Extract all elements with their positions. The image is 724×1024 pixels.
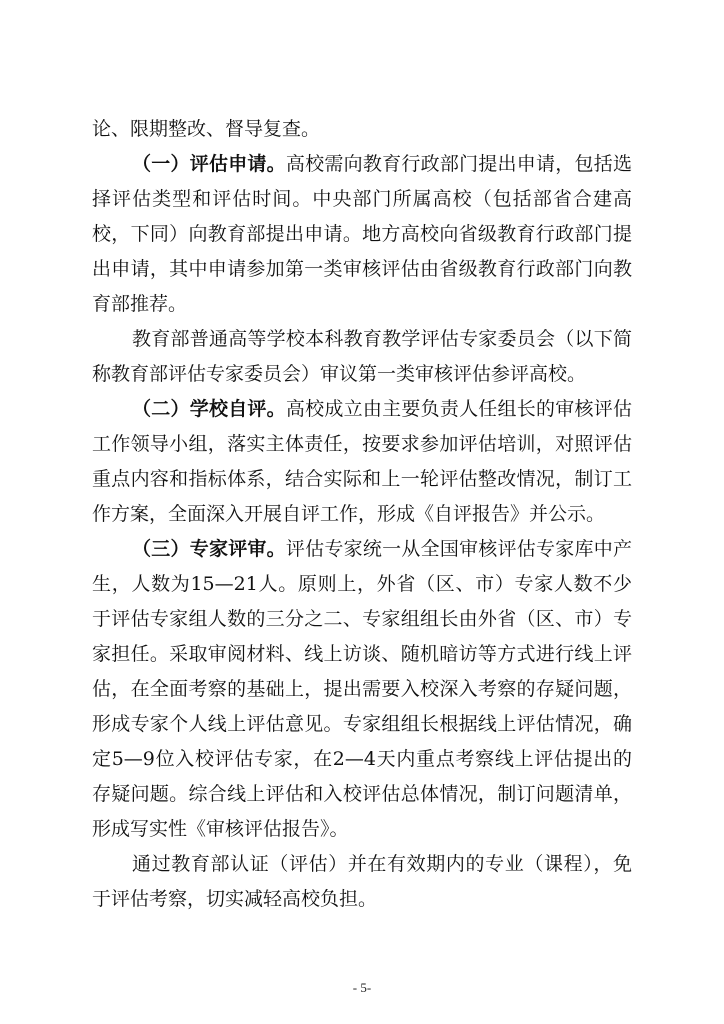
- section-heading-school-self-evaluation: （二）学校自评。: [132, 398, 286, 420]
- paragraph-evaluation-application: [92, 147, 632, 322]
- paragraph-text: 评估专家统一从全国审核评估专家库中产生，人数为15—21人。原则上，外省（区、市）专家人数不少于评估专家组人数的三分之二、专家组组长由外省（区、市）专家担任。采取审阅材料、线上访谈、随机暗访等方式进行线上评估，在全面考察的基础上，提出需要入校深入考察的存疑问题，形成专家个人线上评估意见。专家组组长根据线上评估情况，确定5—9位入校评估专家，在2—4天内重点考察线上评估提出的存疑问题。综合线上评估和入校评估总体情况，制订问题清单，形成写实性《审核评估报告》。: [92, 538, 632, 840]
- paragraph-continuation: [92, 112, 632, 147]
- paragraph-expert-committee: [92, 322, 632, 392]
- paragraph-text: 教育部普通高等学校本科教育教学评估专家委员会（以下简称教育部评估专家委员会）审议第一类审核评估参评高校。: [92, 328, 632, 385]
- document-body: [92, 112, 632, 917]
- paragraph-text: 高校需向教育行政部门提出申请，包括选择评估类型和评估时间。中央部门所属高校（包括部省合建高校，下同）向教育部提出申请。地方高校向省级教育行政部门提出申请，其中申请参加第一类审核评估由省级教育行政部门向教育部推荐。: [92, 153, 632, 315]
- section-heading-expert-review: （三）专家评审。: [132, 538, 286, 560]
- page-number: - 5-: [352, 980, 372, 995]
- paragraph-expert-review: [92, 532, 632, 847]
- paragraph-exemption: [92, 847, 632, 917]
- section-heading-evaluation-application: （一）评估申请。: [132, 153, 286, 175]
- paragraph-text: 高校成立由主要负责人任组长的审核评估工作领导小组，落实主体责任，按要求参加评估培训，对照评估重点内容和指标体系，结合实际和上一轮评估整改情况，制订工作方案，全面深入开展自评工作，形成《自评报告》并公示。: [92, 398, 632, 525]
- paragraph-text: 通过教育部认证（评估）并在有效期内的专业（课程），免于评估考察，切实减轻高校负担。: [92, 853, 632, 910]
- paragraph-text: 论、限期整改、督导复查。: [92, 118, 321, 140]
- paragraph-school-self-evaluation: [92, 392, 632, 532]
